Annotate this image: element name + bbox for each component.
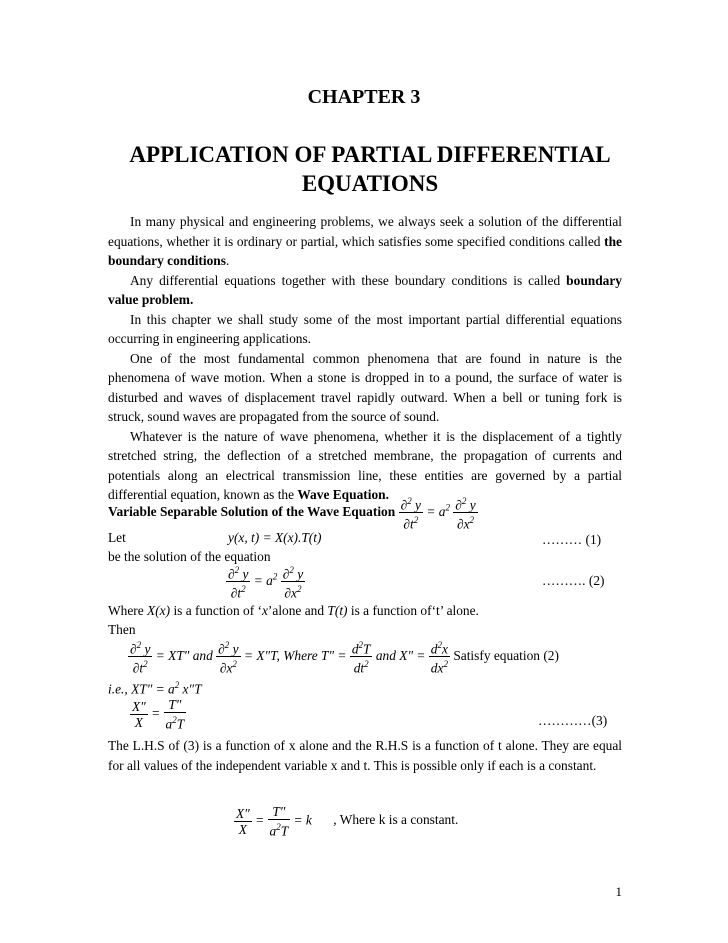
intro-paragraph-5 xyxy=(108,427,622,505)
wave-equation-lhs: $\frac{\partial^2 y}{\partial t^2}$ xyxy=(400,496,421,532)
satisfy-text: Satisfy equation (2) xyxy=(453,648,559,664)
p1-end: . xyxy=(225,253,230,268)
intro-text xyxy=(108,212,622,505)
p5-text: Whatever is the nature of wave phenomena, whether it is the displacement of a tightly stretched string, the deflection of a stretched membrane, the propagation of currents and potentials along an electrical transmission line, these entities are governed by a partial differential equation, known as the xyxy=(108,428,622,502)
equation-3: $\frac{X''}{X}$ = $\frac{T''}{a^2T}$ xyxy=(132,697,185,732)
where-word-2: Where xyxy=(283,648,318,664)
lhs-paragraph xyxy=(108,736,622,775)
p1-bold: the boundary conditions xyxy=(108,233,622,268)
where-text-2: ’alone and xyxy=(267,603,325,618)
equation-2-tag: ………. (2) xyxy=(542,573,605,588)
where-text-1: is a function of ‘ xyxy=(173,603,262,618)
equation-3-tag: …………(3) xyxy=(538,713,608,728)
and-word-2: and xyxy=(375,648,396,664)
section-heading-row: Variable Separable Solution of the Wave Equation $\frac{\partial^2 y}{\partial t^2}$ = $a^2$ $\frac{\partial^2 y}{\partial x^2}$ xyxy=(108,496,476,532)
p2-bold: boundary value problem. xyxy=(108,272,622,307)
equation-1: y(x, t) = X(x).T(t) xyxy=(228,530,322,545)
equation-2: $\frac{\partial^2 y}{\partial t^2}$ = $a^2$ $\frac{\partial^2 y}{\partial x^2}$ xyxy=(228,565,304,601)
solution-line: be the solution of the equation xyxy=(108,549,271,564)
wave-equation-rhs: $\frac{\partial^2 y}{\partial x^2}$ xyxy=(455,496,476,532)
let-label: Let xyxy=(108,530,126,545)
chapter-heading: CHAPTER 3 xyxy=(307,86,421,108)
page-number: 1 xyxy=(615,884,622,899)
chapter-title: APPLICATION OF PARTIAL DIFFERENTIAL EQUATIONS xyxy=(129,142,611,196)
derivative-equations: $\frac{\partial^2 y}{\partial t^2}$ = XT″ and $\frac{\partial^2 y}{\partial x^2}$ = X″T, Where T″ = $\frac{d^2T}{dt^2}$ and X″ = $\frac{d^2x}{dx^2}$ Satisfy equation (2) xyxy=(130,640,559,676)
p1-text: In many physical and engineering problems, we always seek a solution of the differential equations, whether it is ordinary or partial, which satisfies some specified conditions called xyxy=(108,214,622,249)
intro-paragraph-1 xyxy=(108,212,622,271)
ie-label: i.e., xyxy=(108,681,128,697)
ie-equation: i.e., $XT'' = a^2$ x″T xyxy=(108,680,202,697)
then-label: Then xyxy=(108,622,136,637)
where-k-text: , Where k is a constant. xyxy=(333,812,459,828)
section-heading: Variable Separable Solution of the Wave Equation xyxy=(108,504,396,520)
intro-paragraph-2 xyxy=(108,271,622,310)
intro-paragraph-4: One of the most fundamental common phenomena that are found in nature is the phenomena of wave motion. When a stone is dropped in to a pound, the surface of water is disturbed and waves of displacement travel rapidly outward. When a bell or tuning fork is struck, sound waves are propagated from the source of sound. xyxy=(108,350,622,424)
where-text-3: is a function of‘t’ alone. xyxy=(350,603,479,618)
where-word: Where xyxy=(108,603,144,618)
where-line: Where X(x) is a function of ‘x’alone and T(t) is a function of‘t’ alone. xyxy=(108,603,479,618)
and-word-1: and xyxy=(192,648,213,664)
lhs-text: The L.H.S of (3) is a function of x alone and the R.H.S is a function of t alone. They are equal for all values of the independent variable x and t. This is possible only if each is a constant. xyxy=(108,738,622,773)
separation-constant-equation: $\frac{X''}{X}$ = $\frac{T''}{a^2T}$ = k , Where k is a constant. xyxy=(236,804,459,839)
equation-1-tag: ……… (1) xyxy=(542,532,602,547)
intro-paragraph-3: In this chapter we shall study some of the most important partial differential equations occurring in engineering applications. xyxy=(108,311,622,346)
p2-text: Any differential equations together with these boundary conditions is called xyxy=(130,272,567,288)
p5-bold: Wave Equation. xyxy=(297,487,389,502)
